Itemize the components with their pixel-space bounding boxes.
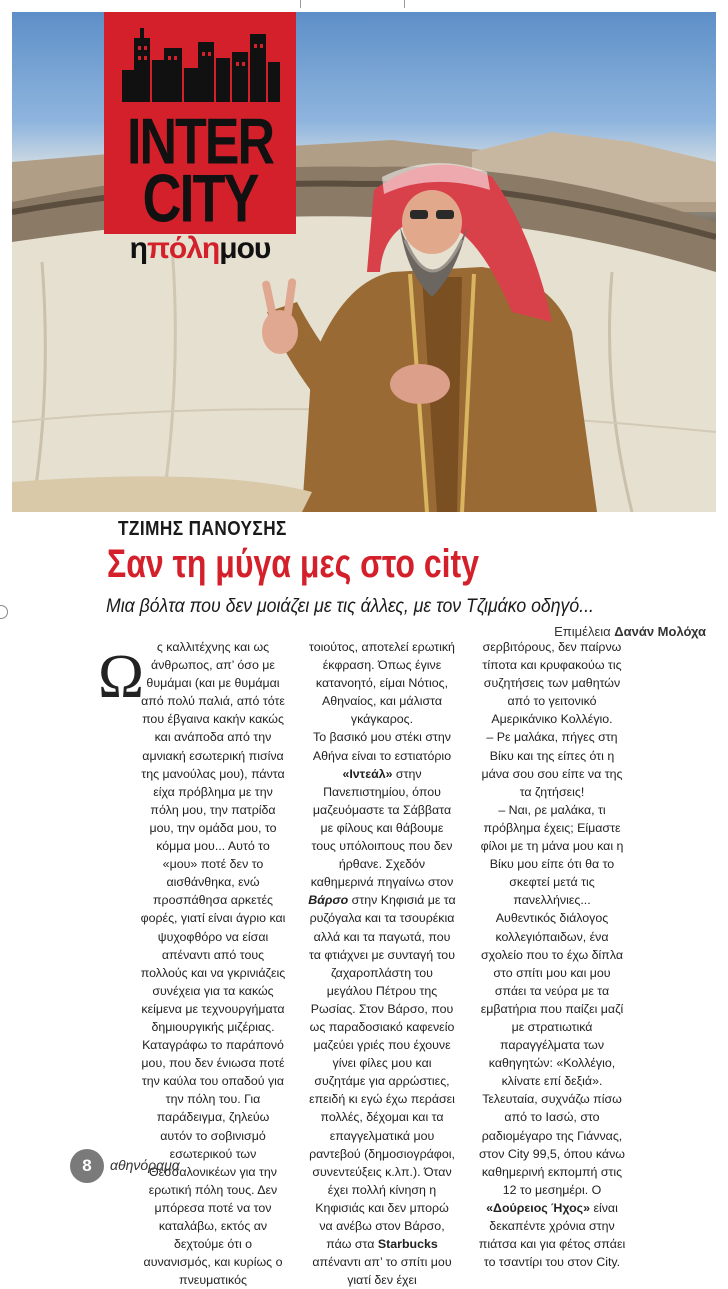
tagline-part: πόλη	[146, 232, 220, 265]
paragraph: – Ναι, ρε μαλάκα, τι πρόβλημα έχεις; Είμαστε φίλοι με τη μάνα μου και η Βίκυ μου είπε ότι θα το σκεφτεί μετά τις πανελλήνιες...	[480, 802, 624, 908]
text-run: στην Πανεπιστημίου, όπου μαζευόμαστε τα Σάββατα με φίλους και θάβουμε τους υπόλοιπους που δεν ήρθανε. Σχεδόν καθημερινά πηγαίνω στον	[310, 766, 454, 890]
article-headline: Σαν τη μύγα μες στο city	[107, 542, 479, 586]
skyline-icon	[104, 12, 296, 112]
paragraph	[308, 728, 456, 1289]
registration-mark	[0, 605, 8, 619]
logo-line-1: INTER	[127, 105, 273, 179]
show-name: «Δούρειος Ήχος»	[486, 1200, 590, 1215]
venue-name: Starbucks	[377, 1237, 438, 1252]
magazine-name: αθηνόραμα	[110, 1157, 180, 1173]
venue-name: «Ιντεάλ»	[342, 766, 393, 781]
drop-cap: Ω	[98, 643, 145, 711]
byline-label: Επιμέλεια	[554, 624, 611, 639]
paragraph: σερβιτόρους, δεν παίρνω τίποτα και κρυφακούω τις συζητήσεις των μαθητών από το γειτονικό Αμερικάνικο Κολλέγιο.	[482, 640, 622, 727]
tagline-part: η	[129, 232, 147, 265]
byline	[554, 624, 706, 639]
text-run: Τελευταία, συχνάζω πίσω από το Ιασώ, στο ραδιομέγαρο της Γιάννας, στον City 99,5, όπου κάνω καθημερινή εκπομπή στις 12 το μεσημέρι. Ο	[479, 1092, 625, 1197]
page-number: 8	[70, 1149, 104, 1183]
paragraph: – Ρε μαλάκα, πήγες στη Βίκυ και της είπες ότι η μάνα σου σου είπε να της τα ζητήσεις!	[481, 730, 623, 799]
paragraph: ς καλλιτέχνης και ως άνθρωπος, απ’ όσο με θυμάμαι (και με θυμάμαι από πολύ παλιά, από τότε που έβγαινα κακήν κακώς και ανάποδα από την αμνιακή εσωτερική πισίνα της μανούλας μου), πάντα είχα πρόβλημα με την πόλη μου, την πατρίδα μου, την ομάδα μου, το κόμμα μου... Αυτό το «μου» ποτέ δεν το αισθάνθηκα, ενώ προσπάθησα αρκετές φορές, γιατί είναι άγριο και ψυχοφθόρο να είσαι απέναντι από τους πολλούς και να γκρινιάζεις συνέχεια για τα κακώς κείμενα με τεχνουργήματα δημιουργικής μιζέριας. Καταγράφω το παράπονό μου, που δεν ένιωσα ποτέ την καύλα του οπαδού για την πόλη του. Για παράδειγμα, ζηλεύω αυτόν το σοβινισμό εσωτερικού των Θεσσαλονικέων για την ερωτική πόλη τους. Δεν μπόρεσα ποτέ να τον καταλάβω, εκτός αν δεχτούμε ότι ο αυνανισμός, και κυρίως ο πνευματικός	[140, 640, 286, 1288]
crop-mark	[404, 0, 405, 8]
tagline-part: μου	[219, 232, 271, 265]
byline-name: Δανάν Μολόχα	[614, 624, 706, 639]
article-column-3	[478, 638, 626, 1271]
text-run: στην Κηφισιά με τα ρυζόγαλα και τα τσουρέκια αλλά και τα παγωτά, που τα φτιάχνει με συνταγή του ζαχαροπλάστη του μεγάλου Πέτρου της Ρωσίας. Στον Βάρσο, που ως παραδοσιακό καφενείο μαζεύει γριές που έχουνε γίνει φίλες μου και συζητάμε για αρρώστιες, επειδή κι εγώ έχω περάσει πολλές, δέχομαι και τα επαγγελματικά μου ραντεβού (δημοσιογράφοι, συνεντεύξεις κ.λπ.). Όταν έχει πολλή κίνηση η Κηφισιάς και δεν μπορώ να ανέβω στον Βάρσο, πάω στα	[309, 893, 456, 1252]
text-run: Το βασικό μου στέκι στην Αθήνα είναι το εστιατόριο	[312, 730, 452, 763]
article-subhead: Μια βόλτα που δεν μοιάζει με τις άλλες, με τον Τζιμάκο οδηγό...	[106, 596, 594, 617]
intercity-logo	[104, 12, 296, 237]
author-name: ΤΖΙΜΗΣ ΠΑΝΟΥΣΗΣ	[118, 518, 287, 540]
section-tagline	[104, 232, 296, 266]
crop-mark	[300, 0, 301, 8]
paragraph: Αυθεντικός διάλογος κολλεγιόπαιδων, ένα σχολείο που το έχω δίπλα στο σπίτι μου και μου σπάει τα νεύρα με τα εμβατήρια που παίζει μαζί με στρατιωτικά παραγγέλματα των καθηγητών: «Κολλέγιο, κλίνατε επί δεξιά».	[480, 911, 624, 1089]
text-run: είναι δεκαπέντε χρόνια στην πιάτσα και για φέτος σπάει το τσαντίρι του στον City.	[478, 1200, 626, 1270]
paragraph	[478, 1090, 626, 1271]
article-column-1	[138, 638, 286, 1289]
text-run: απέναντι απ’ το σπίτι μου γιατί δεν έχει	[312, 1255, 452, 1288]
venue-name: Βάρσο	[308, 893, 349, 908]
article-column-2	[308, 638, 456, 1289]
paragraph: τοιούτος, αποτελεί ερωτική έκφραση. Όπως έγινε κατανοητό, είμαι Νότιος, Αθηναίος, και μάλιστα γκάγκαρος.	[309, 640, 455, 727]
logo-line-2: CITY	[142, 161, 258, 237]
